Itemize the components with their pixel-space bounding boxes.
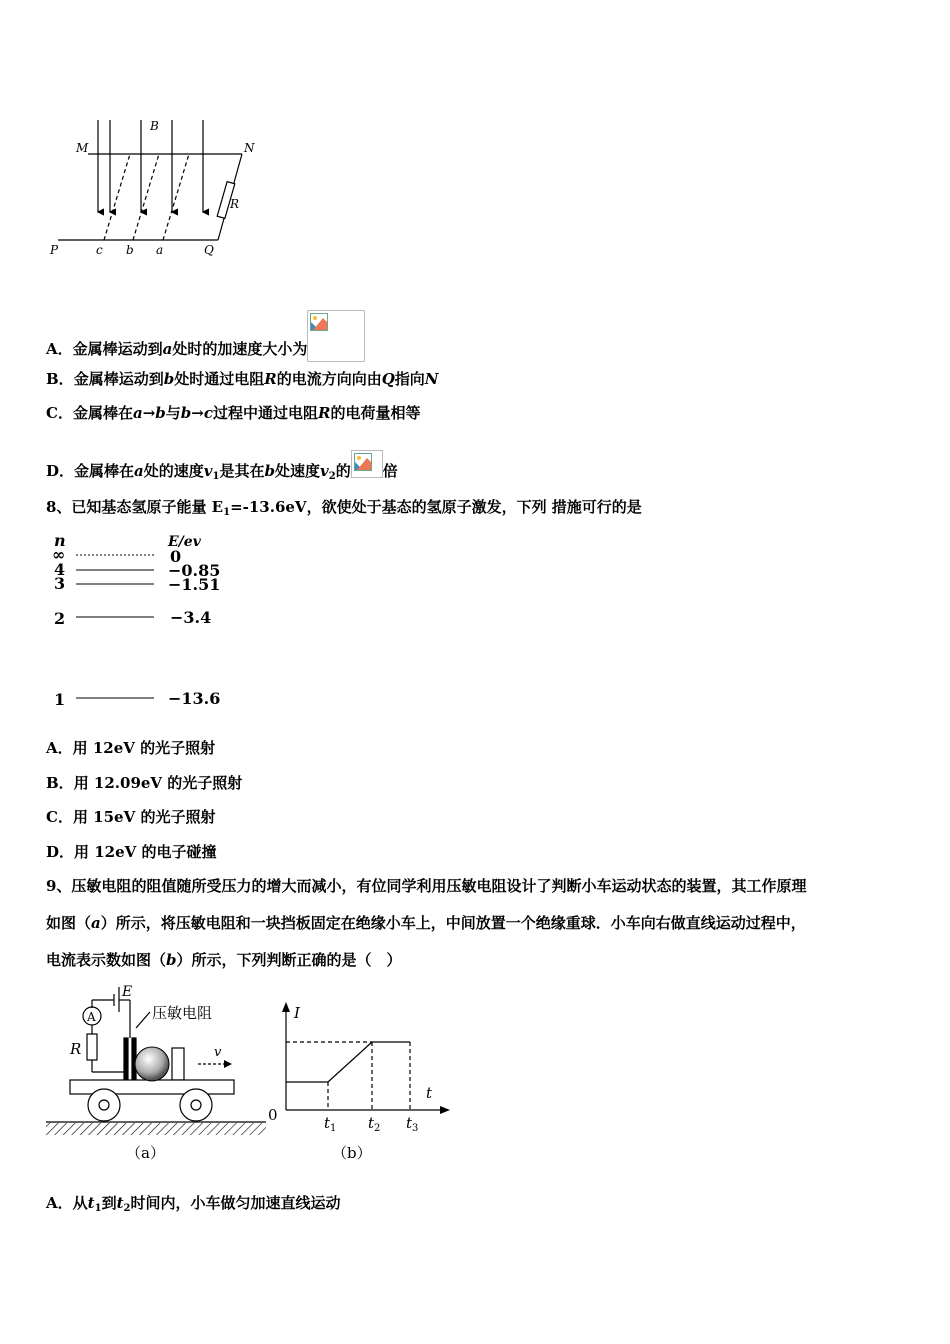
math-var: R <box>264 370 277 388</box>
label-N: N <box>244 141 255 155</box>
label-origin: 0 <box>268 1106 278 1124</box>
option-text: 用 12eV 的光子照射 <box>72 739 216 757</box>
stem-text: ）所示，将压敏电阻和一块挡板固定在绝缘小车上，中间放置一个绝缘重球．小车向右做直线运动过程中， <box>100 914 806 932</box>
e-header: E/ev <box>168 534 201 550</box>
math-sub: 2 <box>123 1203 131 1214</box>
option-letter: C． <box>46 404 73 422</box>
option-text: 过程中通过电阻 <box>212 404 318 422</box>
stem-text: 8、已知基态氢原子能量 E <box>46 498 224 516</box>
math-var: v <box>320 462 329 480</box>
label-R: R <box>230 197 240 211</box>
q8-option-a[interactable] <box>46 738 215 758</box>
level-e: −0.85 <box>168 561 221 580</box>
tick-t2: $t_2$ <box>368 1114 381 1134</box>
caption-a: （a） <box>126 1144 165 1162</box>
label-A: A <box>87 1010 96 1024</box>
option-text: 倍 <box>382 462 398 480</box>
q9-stem-line3 <box>46 950 402 970</box>
level-n: ∞ <box>52 545 66 564</box>
tick-t3: $t_3$ <box>406 1114 419 1134</box>
math-var: b <box>264 462 275 480</box>
option-letter: D． <box>46 462 75 480</box>
label-a: a <box>156 243 164 257</box>
q7-option-b[interactable] <box>46 369 439 389</box>
option-letter: B． <box>46 370 74 388</box>
label-E: E <box>122 984 133 1000</box>
math-sub: 1 <box>94 1203 102 1214</box>
option-text: 处的速度 <box>143 462 204 480</box>
stem-text: =-13.6eV，欲使处于基态的氢原子激发，下列 措施可行的是 <box>230 498 642 516</box>
option-text: 指向 <box>394 370 425 388</box>
current-graph <box>266 1000 456 1170</box>
stem-text: 如图（ <box>46 914 92 932</box>
q7-option-c[interactable] <box>46 403 420 423</box>
option-text: 用 12eV 的电子碰撞 <box>74 843 217 861</box>
n-header: n <box>54 531 66 550</box>
q8-option-c[interactable] <box>46 807 215 827</box>
q8-option-d[interactable] <box>46 842 217 862</box>
q9-stem-line1 <box>46 876 806 896</box>
q8-stem <box>46 497 642 523</box>
math-var: t <box>87 1194 95 1212</box>
label-v: v <box>214 1045 222 1060</box>
energy-level-diagram <box>46 530 246 715</box>
label-B: B <box>150 119 159 133</box>
option-text: 到 <box>101 1194 117 1212</box>
level-e: −3.4 <box>170 608 212 627</box>
option-text: 是其在 <box>219 462 265 480</box>
label-resistor: 压敏电阻 <box>152 1004 213 1022</box>
math-var: t <box>116 1194 124 1212</box>
option-text: 金属棒运动到 <box>73 370 164 388</box>
math-sub: 2 <box>328 471 336 482</box>
option-text: 时间内，小车做匀加速直线运动 <box>130 1194 341 1212</box>
option-letter: C． <box>46 808 73 826</box>
caption-b: （b） <box>332 1144 372 1162</box>
option-text: 的电荷量相等 <box>330 404 421 422</box>
label-I: I <box>294 1004 300 1022</box>
stem-text: 9、压敏电阻的阻值随所受压力的增大而减小，有位同学利用压敏电阻设计了判断小车运动状态的装置，其工作原理 <box>46 877 807 895</box>
option-letter: A． <box>46 340 73 358</box>
math-var: b→c <box>180 404 213 422</box>
math-var: a <box>162 340 173 358</box>
option-text: 处时的加速度大小为 <box>172 340 308 358</box>
option-text: 用 15eV 的光子照射 <box>72 808 216 826</box>
option-text: 用 12.09eV 的光子照射 <box>73 774 243 792</box>
level-n: 2 <box>54 609 66 628</box>
q9-option-a[interactable] <box>46 1193 341 1219</box>
label-c: c <box>96 243 103 257</box>
level-n: 1 <box>54 690 66 709</box>
math-var: v <box>203 462 213 480</box>
q7-option-d[interactable] <box>46 450 398 487</box>
math-var: R <box>317 404 331 422</box>
option-letter: D． <box>46 843 75 861</box>
tick-t1: $t_1$ <box>324 1114 337 1134</box>
math-sub: 1 <box>223 507 231 518</box>
math-var: b <box>163 370 175 388</box>
option-text: 从 <box>72 1194 88 1212</box>
stem-text: ）所示，下列判断正确的是（ ） <box>176 951 402 969</box>
math-var: a <box>134 462 144 480</box>
level-n: 4 <box>54 560 66 579</box>
option-text: 处速度 <box>274 462 320 480</box>
current-line <box>286 1042 410 1082</box>
math-var: N <box>424 370 439 388</box>
label-t-axis: t <box>426 1084 433 1102</box>
option-letter: A． <box>46 739 73 757</box>
label-Q: Q <box>204 243 214 257</box>
broken-image-icon <box>307 310 365 362</box>
cart-figure <box>46 982 276 1167</box>
option-text: 与 <box>165 404 181 422</box>
option-text: 金属棒在 <box>72 404 133 422</box>
option-text: 金属棒运动到 <box>72 340 163 358</box>
label-R: R <box>70 1040 82 1058</box>
option-letter: A． <box>46 1194 73 1212</box>
option-letter: B． <box>46 774 74 792</box>
broken-image-icon <box>351 450 383 478</box>
stem-text: 电流表示数如图（ <box>46 951 167 969</box>
rails-figure <box>46 112 276 262</box>
level-n: 3 <box>54 574 66 593</box>
q8-option-b[interactable] <box>46 773 242 793</box>
label-P: P <box>50 243 59 257</box>
option-text: 的 <box>335 462 351 480</box>
math-var: a→b <box>132 404 166 422</box>
q7-option-a[interactable] <box>46 310 365 362</box>
q9-stem-line2 <box>46 913 806 933</box>
math-var: Q <box>381 370 395 388</box>
level-e: −13.6 <box>168 689 221 708</box>
level-e: 0 <box>170 547 182 566</box>
option-text: 金属棒在 <box>74 462 135 480</box>
label-M: M <box>76 141 89 155</box>
option-text: 的电流方向向由 <box>276 370 382 388</box>
math-var: a <box>91 914 101 932</box>
label-b: b <box>126 243 134 257</box>
math-var: b <box>166 951 177 969</box>
level-e: −1.51 <box>168 575 221 594</box>
option-text: 处时通过电阻 <box>174 370 265 388</box>
math-sub: 1 <box>212 471 220 482</box>
